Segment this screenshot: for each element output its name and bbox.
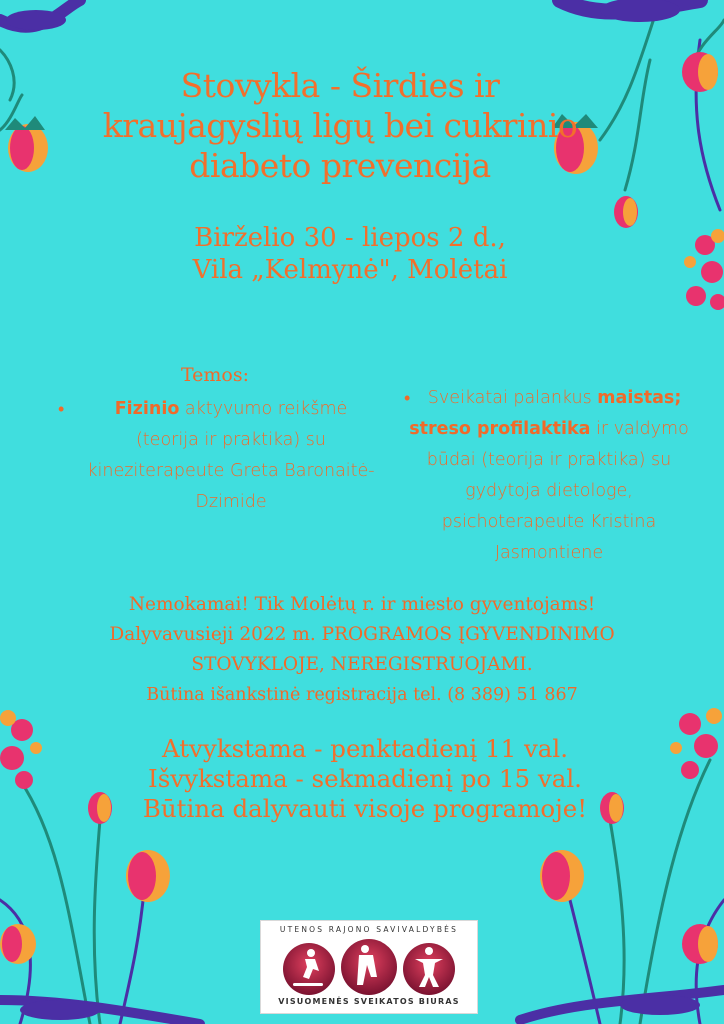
- bullet-icon: •: [58, 399, 65, 420]
- topic-right-bold-2: streso profilaktika: [409, 419, 591, 439]
- registration-info: Būtina išankstinė registracija tel. (8 389) 51 867: [146, 685, 578, 705]
- title-line-3: diabeto prevencija: [189, 146, 491, 185]
- notice-line-3: STOVYKLOJE, NEREGISTRUOJAMI.: [191, 654, 533, 675]
- topics-heading: Temos:: [180, 364, 250, 386]
- topic-left-bold: Fizinio: [114, 399, 180, 419]
- logo-top-text: UTENOS RAJONO SAVIVALDYBĖS: [279, 925, 459, 934]
- topic-right-bold-1: maistas;: [597, 388, 682, 408]
- event-place: Vila „Kelmynė", Molėtai: [192, 255, 508, 285]
- bullet-icon: •: [404, 388, 411, 409]
- notice-line-1: Nemokamai! Tik Molėtų r. ir miesto gyventojams!: [128, 594, 596, 615]
- event-info: [100, 222, 600, 286]
- arrival-line-3: Būtina dalyvauti visoje programoje!: [142, 794, 588, 823]
- arrival-line-1: Atvykstama - penktadienį 11 val.: [161, 734, 569, 763]
- arrival-block: [60, 734, 670, 824]
- arrival-line-2: Išvykstama - sekmadienį po 15 val.: [148, 764, 582, 793]
- event-date: Birželio 30 - liepos 2 d.,: [194, 223, 506, 253]
- topic-right-text-1: Sveikatai palankus: [427, 388, 598, 408]
- topic-left: [58, 394, 376, 518]
- topic-right: [404, 383, 694, 569]
- page-title: [40, 66, 640, 186]
- topic-right-text-2: ir valdymo būdai (teorija ir praktika) su gydytoja dietologe, psichoterapeute Kristina Jasmontiene: [426, 419, 689, 563]
- notice-line-2: Dalyvavusieji 2022 m. PROGRAMOS ĮGYVENDINIMO: [109, 624, 615, 645]
- logo-emblem: [275, 937, 463, 997]
- notice-block: [20, 590, 704, 710]
- topic-left-text: aktyvumo reikšmė (teorija ir praktika) su kineziterapeute Greta Baronaitė-Dzimide: [87, 399, 375, 512]
- logo-bottom-text: VISUOMENĖS SVEIKATOS BIURAS: [278, 997, 460, 1006]
- title-line-2: kraujagyslių ligų bei cukrinio: [102, 106, 578, 145]
- organization-logo: [260, 920, 478, 1014]
- title-line-1: Stovykla - Širdies ir: [180, 66, 500, 105]
